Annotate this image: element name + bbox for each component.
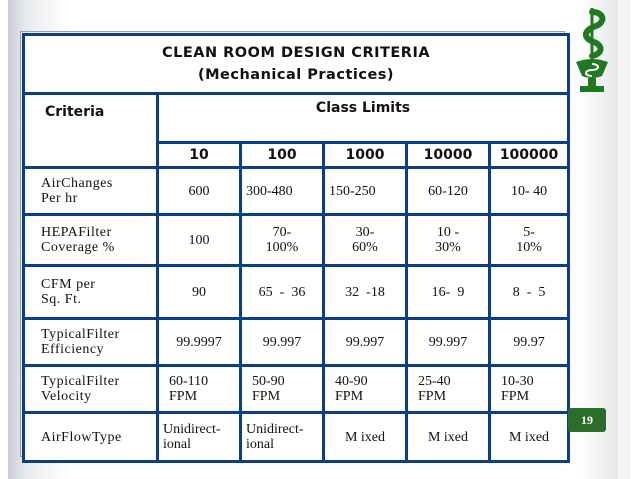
cell-text: 5- (523, 225, 535, 240)
row-label-line: HEPAFilter (41, 225, 112, 240)
cell-text: 10- 40 (510, 183, 548, 199)
cell-text: 300-480 (246, 183, 293, 199)
class-100000: 100000 (491, 144, 567, 166)
cell-text: 70- (272, 225, 292, 240)
cell-text: 99.997 (428, 334, 468, 350)
cell-text: 600 (188, 183, 210, 199)
row-label-cfm (25, 267, 156, 317)
cell-text: 16- 9 (431, 284, 465, 300)
cell (325, 320, 405, 364)
cell-text: 10-30 (501, 374, 534, 389)
cell-text: 100% (265, 240, 299, 255)
title-line-1: CLEAN ROOM DESIGN CRITERIA (161, 45, 431, 61)
class-100: 100 (242, 144, 322, 166)
cell-text: 32 -18 (345, 284, 385, 300)
row-label-line: Velocity (41, 389, 92, 404)
cell-text: FPM (252, 389, 281, 404)
cell-text: 25-40 (418, 374, 451, 389)
page-number-badge: 19 (568, 408, 606, 432)
cell-text: 99.9997 (176, 334, 222, 350)
cell (491, 320, 567, 364)
cell (408, 367, 488, 411)
cell (242, 267, 322, 317)
cell-text: FPM (169, 389, 198, 404)
row-label-line: Sq. Ft. (41, 292, 82, 307)
table-row (25, 267, 567, 317)
cell-text: M ixed (427, 429, 469, 445)
cell-text: 100 (188, 232, 210, 248)
class-10: 10 (159, 144, 239, 166)
cell-text: 60% (352, 240, 378, 255)
cell (325, 267, 405, 317)
row-label-air-changes (25, 169, 156, 213)
criteria-header: Criteria (25, 95, 156, 166)
cell (242, 169, 322, 213)
cell (242, 414, 322, 460)
cell (491, 367, 567, 411)
row-label-line: TypicalFilter (41, 327, 120, 342)
cell (491, 267, 567, 317)
table-row (25, 216, 567, 264)
cell (242, 367, 322, 411)
row-label-line: AirChanges (41, 176, 113, 191)
cell (491, 216, 567, 264)
cell (159, 414, 239, 460)
cell (408, 267, 488, 317)
cell-text: ional (246, 437, 274, 452)
cell (159, 320, 239, 364)
row-label-line: Efficiency (41, 342, 105, 357)
cell-text: 90 (192, 284, 206, 300)
cell-text: 99.97 (513, 334, 545, 350)
cell (159, 267, 239, 317)
row-label-line: CFM per (41, 277, 96, 292)
cell-text: 8 - 5 (512, 284, 546, 300)
cell-text: M ixed (344, 429, 386, 445)
cell (408, 414, 488, 460)
row-label-line: Per hr (41, 191, 78, 206)
cell-text: 50-90 (252, 374, 285, 389)
cell (491, 169, 567, 213)
class-limits-header: Class Limits (159, 95, 567, 141)
cell-text: 60-110 (169, 374, 209, 389)
cell (491, 414, 567, 460)
cell-text: ional (163, 437, 191, 452)
cell-text: FPM (501, 389, 530, 404)
cell-text: FPM (335, 389, 364, 404)
class-1000: 1000 (325, 144, 405, 166)
cell-text: Unidirect- (246, 422, 304, 437)
row-label-filter-velocity (25, 367, 156, 411)
table-row (25, 414, 567, 460)
cell (408, 169, 488, 213)
cell (325, 367, 405, 411)
cell (159, 367, 239, 411)
table-row (25, 169, 567, 213)
cell (242, 216, 322, 264)
row-label-hepa-coverage (25, 216, 156, 264)
cell-text: 65 - 36 (258, 284, 306, 300)
row-label-line: TypicalFilter (41, 374, 120, 389)
cell-text: FPM (418, 389, 447, 404)
clean-room-criteria-table (22, 33, 570, 463)
cell (408, 320, 488, 364)
table-title (25, 36, 567, 92)
cell-text: 99.997 (262, 334, 302, 350)
cell (408, 216, 488, 264)
cell (325, 414, 405, 460)
row-label-airflow-type (25, 414, 156, 460)
cell-text: 10 - (436, 225, 460, 240)
cell-text: 30- (355, 225, 375, 240)
cell-text: M ixed (508, 429, 550, 445)
cell (325, 216, 405, 264)
right-edge-strip (618, 0, 630, 479)
cell (242, 320, 322, 364)
title-line-2: (Mechanical Practices) (198, 67, 395, 83)
table-row (25, 367, 567, 411)
table-row (25, 320, 567, 364)
row-label-line: Coverage % (41, 240, 115, 255)
cell-text: 10% (516, 240, 542, 255)
pharmacy-bowl-of-hygieia-icon (572, 6, 612, 96)
cell-text: 30% (435, 240, 461, 255)
cell-text: 60-120 (428, 183, 468, 199)
cell-text: 150-250 (329, 183, 376, 199)
cell-text: Unidirect- (163, 422, 221, 437)
cell (159, 169, 239, 213)
cell-text: 99.997 (345, 334, 385, 350)
class-10000: 10000 (408, 144, 488, 166)
row-label-filter-efficiency (25, 320, 156, 364)
cell (159, 216, 239, 264)
row-label-line: AirFlowType (41, 429, 122, 445)
cell (325, 169, 405, 213)
cell-text: 40-90 (335, 374, 368, 389)
